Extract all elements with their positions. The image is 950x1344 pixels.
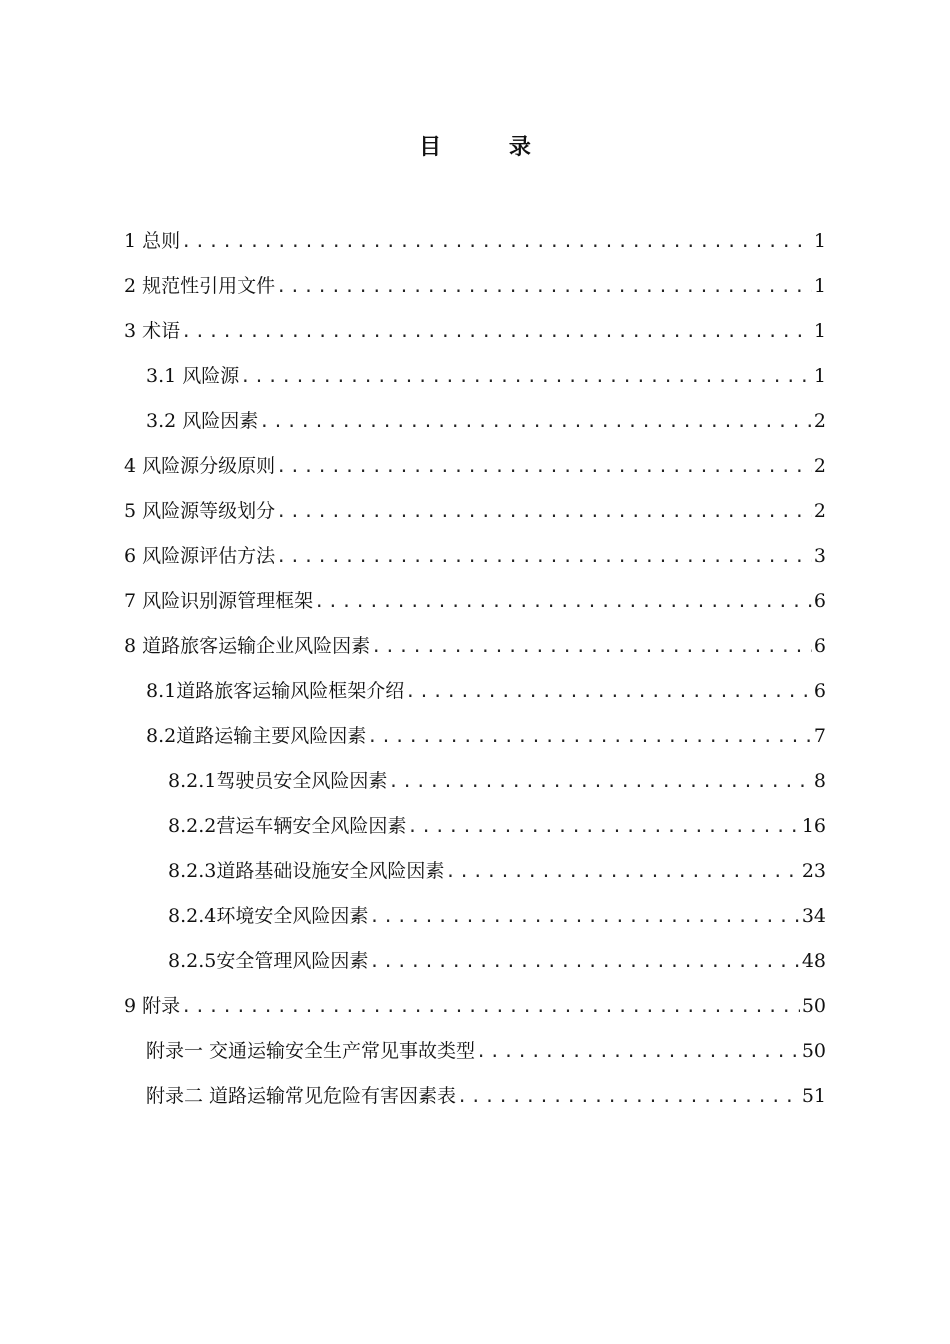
toc-entry[interactable] [0, 271, 950, 316]
toc-dot-leader [445, 857, 799, 887]
toc-entry[interactable] [0, 406, 950, 451]
toc-entry[interactable] [0, 901, 950, 946]
toc-entry-label: 风险因素 [182, 410, 259, 432]
toc-title: 目 录 [419, 135, 561, 160]
toc-entry-number: 2 [124, 275, 143, 297]
toc-dot-leader [276, 497, 812, 527]
toc-entry-number: 8.2 [146, 725, 177, 747]
toc-entry-label: 风险源等级划分 [142, 500, 276, 522]
toc-entry-number: 5 [124, 500, 143, 522]
toc-entry-page: 6 [813, 635, 826, 657]
toc-entry-label: 风险识别源管理框架 [142, 590, 314, 612]
toc-dot-leader [259, 407, 812, 437]
toc-entry-label: 附录一 交通运输安全生产常见事故类型 [146, 1040, 476, 1062]
toc-entry-number: 3 [124, 320, 143, 342]
toc-entry-page: 2 [813, 410, 826, 432]
toc-entry[interactable] [0, 856, 950, 901]
toc-entry-number: 4 [124, 455, 143, 477]
toc-entry-number: 8 [124, 635, 143, 657]
toc-entry[interactable] [0, 451, 950, 496]
toc-dot-leader [276, 452, 812, 482]
toc-entry-number: 8.2.2 [168, 815, 217, 837]
toc-entry-page: 7 [813, 725, 826, 747]
toc-entry[interactable] [0, 721, 950, 766]
toc-entry[interactable] [0, 991, 950, 1036]
toc-dot-leader [240, 362, 812, 392]
toc-entry-number: 8.2.4 [168, 905, 217, 927]
toc-entry[interactable] [0, 496, 950, 541]
toc-dot-leader [367, 722, 812, 752]
toc-entry-label: 道路运输主要风险因素 [176, 725, 367, 747]
toc-entry-page: 2 [813, 455, 826, 477]
toc-entry[interactable] [0, 631, 950, 676]
toc-entry-label: 风险源评估方法 [142, 545, 276, 567]
toc-entry-page: 8 [813, 770, 826, 792]
toc-entry-page: 50 [801, 1040, 826, 1062]
toc-entry-page: 51 [801, 1085, 826, 1107]
toc-dot-leader [457, 1082, 800, 1112]
toc-entry-number: 3.2 [146, 410, 183, 432]
toc-entry[interactable] [0, 946, 950, 991]
toc-dot-leader [181, 992, 800, 1022]
toc-entry-page: 1 [813, 230, 826, 252]
toc-entry-label: 规范性引用文件 [142, 275, 276, 297]
toc-entry-page: 3 [813, 545, 826, 567]
toc-entry[interactable] [0, 676, 950, 721]
toc-entry-number: 9 [124, 995, 143, 1017]
toc-entry-label: 安全管理风险因素 [216, 950, 369, 972]
toc-entry-number: 8.1 [146, 680, 177, 702]
toc-entry-label: 风险源 [182, 365, 240, 387]
toc-dot-leader [388, 767, 812, 797]
toc-entry-page: 34 [801, 905, 826, 927]
toc-entry-page: 6 [813, 680, 826, 702]
toc-dot-leader [369, 947, 799, 977]
toc-entry-label: 道路旅客运输企业风险因素 [142, 635, 371, 657]
toc-entry[interactable] [0, 226, 950, 271]
toc-entry[interactable] [0, 1081, 950, 1126]
toc-entry-label: 术语 [142, 320, 181, 342]
toc-entry-page: 2 [813, 500, 826, 522]
toc-entry-label: 道路旅客运输风险框架介绍 [176, 680, 405, 702]
toc-entry[interactable] [0, 361, 950, 406]
toc-entry-label: 环境安全风险因素 [216, 905, 369, 927]
toc-list [0, 226, 950, 1126]
toc-dot-leader [369, 902, 799, 932]
toc-entry[interactable] [0, 811, 950, 856]
toc-entry-label: 驾驶员安全风险因素 [216, 770, 388, 792]
toc-entry-page: 1 [813, 275, 826, 297]
toc-entry-label: 附录二 道路运输常见危险有害因素表 [146, 1085, 457, 1107]
toc-entry-page: 48 [801, 950, 826, 972]
toc-dot-leader [181, 317, 812, 347]
toc-entry-page: 23 [801, 860, 826, 882]
toc-entry-page: 1 [813, 320, 826, 342]
toc-entry-number: 6 [124, 545, 143, 567]
toc-dot-leader [314, 587, 812, 617]
toc-dot-leader [476, 1037, 800, 1067]
toc-entry[interactable] [0, 541, 950, 586]
toc-entry-number: 8.2.3 [168, 860, 217, 882]
toc-dot-leader [405, 677, 812, 707]
toc-entry-page: 6 [813, 590, 826, 612]
toc-entry-page: 50 [801, 995, 826, 1017]
toc-dot-leader [407, 812, 799, 842]
toc-entry[interactable] [0, 316, 950, 361]
toc-entry-label: 总则 [142, 230, 181, 252]
toc-dot-leader [371, 632, 812, 662]
toc-entry-label: 营运车辆安全风险因素 [216, 815, 407, 837]
toc-entry[interactable] [0, 766, 950, 811]
toc-entry[interactable] [0, 586, 950, 631]
toc-entry-label: 风险源分级原则 [142, 455, 276, 477]
toc-entry-page: 16 [801, 815, 826, 837]
toc-entry-number: 3.1 [146, 365, 183, 387]
toc-entry-page: 1 [813, 365, 826, 387]
toc-entry-label: 附录 [142, 995, 181, 1017]
toc-entry[interactable] [0, 1036, 950, 1081]
toc-dot-leader [276, 272, 812, 302]
toc-entry-number: 1 [124, 230, 143, 252]
toc-dot-leader [276, 542, 812, 572]
toc-dot-leader [181, 227, 812, 257]
toc-entry-number: 8.2.1 [168, 770, 217, 792]
toc-entry-number: 8.2.5 [168, 950, 217, 972]
toc-entry-label: 道路基础设施安全风险因素 [216, 860, 445, 882]
toc-entry-number: 7 [124, 590, 143, 612]
